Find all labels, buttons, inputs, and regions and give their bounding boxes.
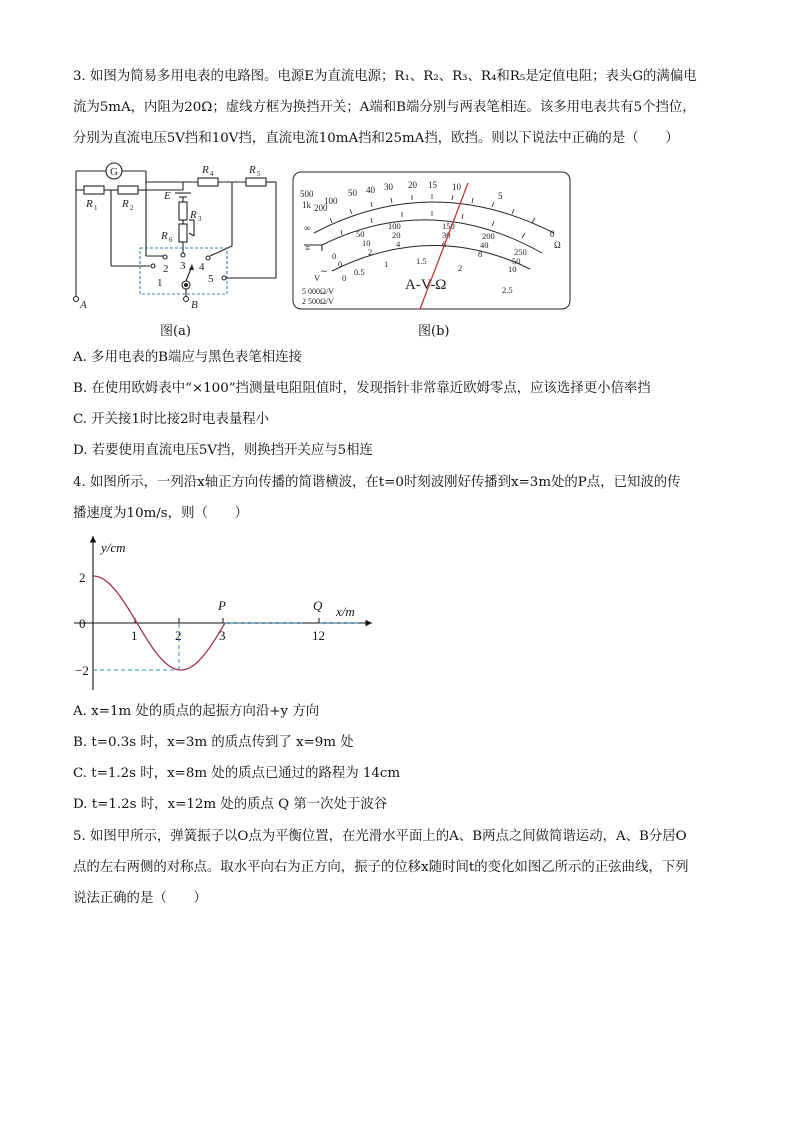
ac-label-1-5: 1.5 xyxy=(416,256,427,266)
wave-graph xyxy=(74,532,384,692)
ohm-label-5: 5 xyxy=(498,191,503,201)
ohm-label-30: 30 xyxy=(384,182,393,192)
r4-sub: 4 xyxy=(210,170,214,178)
ohm-label-0: 0 xyxy=(550,229,555,239)
dc-outer-150: 150 xyxy=(442,221,455,231)
y-axis-label: y/cm xyxy=(101,540,126,555)
r2-label: R xyxy=(122,198,129,210)
dc-inner-8: 8 xyxy=(478,249,483,259)
terminal-5-label: 5 xyxy=(208,273,214,285)
resistor-r3 xyxy=(179,202,187,220)
x-tick-12: 12 xyxy=(312,628,325,643)
q4-stem-line-2: 播速度为10m/s，则（ ） xyxy=(73,506,249,521)
q3-option-a: A. 多用电表的B端应与黑色表笔相连接 xyxy=(73,350,302,365)
r6-sub: 6 xyxy=(169,236,173,244)
dc-ticks xyxy=(341,211,525,238)
terminal-4 xyxy=(206,256,210,260)
infinity-label: ∞ xyxy=(304,223,311,233)
r6-label: R xyxy=(161,230,168,242)
r4-label: R xyxy=(202,164,209,176)
ohm-label-15: 15 xyxy=(428,180,437,190)
ohm-label-200: 200 xyxy=(314,203,328,213)
r3-label: R xyxy=(190,209,197,221)
r2-sub: 2 xyxy=(130,204,134,212)
dc-scale-arc xyxy=(322,220,542,253)
x-tick-1: 1 xyxy=(131,628,138,643)
terminal-2 xyxy=(163,255,167,259)
dc-mid-50: 50 xyxy=(512,256,521,266)
meter-dial xyxy=(292,171,571,311)
ohm-label-50: 50 xyxy=(348,188,357,198)
terminal-a xyxy=(74,297,79,302)
q5-stem-line-1: 5. 如图甲所示，弹簧振子以O点为平衡位置，在光滑水平面上的A、B两点之间做简谐运动，A、B分居O xyxy=(73,829,687,844)
terminal-1 xyxy=(151,264,155,268)
r1-sub: 1 xyxy=(94,204,98,212)
ohm-scale-arc xyxy=(314,202,554,233)
r5-label: R xyxy=(249,164,256,176)
q3-stem-line-3: 分别为直流电压5V挡和10V挡，直流电流10mA挡和25mA挡，欧挡。则以下说法中正确的是（ ） xyxy=(73,131,679,146)
q3-option-d: D. 若要使用直流电压5V挡，则换挡开关应与5相连 xyxy=(73,443,373,458)
ohm-label-20: 20 xyxy=(408,180,417,190)
ohm-label-100: 100 xyxy=(324,196,338,206)
dc-mid-10: 10 xyxy=(362,238,371,248)
q4-stem-line-1: 4. 如图所示，一列沿x轴正方向传播的简谐横波，在t=0时刻波刚好传播到x=3m处的P点，已知波的传 xyxy=(73,475,681,490)
ohm-label-1k: 1k xyxy=(302,200,311,210)
resistor-r5 xyxy=(246,178,266,186)
figure-b-caption: 图(b) xyxy=(418,324,450,339)
resistor-r1 xyxy=(84,186,104,194)
meter-brand: A-V-Ω xyxy=(405,277,447,293)
meter-spec-2: 2 500Ω/V xyxy=(302,297,334,306)
dc-outer-250: 250 xyxy=(514,247,527,257)
dc-inner-10: 10 xyxy=(508,264,517,274)
dc-mid-20: 20 xyxy=(392,230,401,240)
point-p-label: P xyxy=(218,598,226,613)
ac-label-0: 0 xyxy=(342,273,347,283)
r3-sub: 3 xyxy=(198,215,202,223)
dc-inner-2: 2 xyxy=(368,247,373,257)
source-e-label: E xyxy=(164,190,171,202)
rheostat-r6 xyxy=(179,224,187,242)
meter-spec-1: 5 000Ω/V xyxy=(302,287,334,296)
ac-unit-label: V xyxy=(314,273,321,283)
q4-option-a: A. x=1m 处的质点的起振方向沿+y 方向 xyxy=(73,704,320,719)
terminal-1-label: 1 xyxy=(157,277,163,289)
terminal-3 xyxy=(181,253,185,257)
point-q-label: Q xyxy=(313,598,323,613)
dc-inner-6: 6 xyxy=(442,239,447,249)
q3-stem-line-2: 流为5mA，内阻为20Ω；虚线方框为换挡开关；A端和B端分别与两表笔相连。该多用电表共有5个挡位， xyxy=(73,100,696,115)
ohm-label-40: 40 xyxy=(366,185,375,195)
ac-symbol: ∼ xyxy=(320,266,328,276)
dc-mid-30: 30 xyxy=(442,230,451,240)
galvanometer-label: G xyxy=(110,166,118,178)
end-b-label: B xyxy=(191,299,198,311)
dc-outer-200: 200 xyxy=(482,231,495,241)
ac-label-2: 2 xyxy=(458,263,463,273)
q3-option-c: C. 开关接1时比接2时电表量程小 xyxy=(73,412,270,427)
r1-label: R xyxy=(86,198,93,210)
terminal-3-label: 3 xyxy=(180,260,186,272)
dc-symbol: ≡ xyxy=(305,243,311,253)
q3-stem-line-1: 3. 如图为简易多用电表的电路图。电源E为直流电源；R₁、R₂、R₃、R₄和R₅是定值电阻；表头G的满偏电 xyxy=(73,69,697,84)
ohm-unit-label: Ω xyxy=(554,240,561,250)
terminal-2-label: 2 xyxy=(163,263,169,275)
r5-sub: 5 xyxy=(257,170,261,178)
dc-outer-0: 0 xyxy=(332,251,337,261)
dc-mid-0: 0 xyxy=(338,259,343,269)
q5-stem-line-2: 点的左右两侧的对称点。取水平向右为正方向，振子的位移x随时间t的变化如图乙所示的正弦曲线，下列 xyxy=(73,860,689,875)
dc-inner-4: 4 xyxy=(396,239,401,249)
q5-stem-line-3: 说法正确的是（ ） xyxy=(73,891,207,906)
ac-label-0-5: 0.5 xyxy=(354,267,365,277)
terminal-4-label: 4 xyxy=(199,261,205,273)
resistor-r2 xyxy=(118,186,138,194)
x-tick-3: 3 xyxy=(219,628,226,643)
ohm-ticks xyxy=(330,194,535,223)
dc-mid-40: 40 xyxy=(480,240,489,250)
circuit-diagram xyxy=(68,156,290,314)
dc-outer-50: 50 xyxy=(356,229,365,239)
q3-option-b: B. 在使用欧姆表中“×100”挡测量电阻阻值时，发现指针非常靠近欧姆零点，应该选择更小倍率挡 xyxy=(73,381,651,396)
y-tick-0: 0 xyxy=(79,616,86,631)
q4-option-d: D. t=1.2s 时，x=12m 处的质点 Q 第一次处于波谷 xyxy=(73,797,388,812)
end-a-label: A xyxy=(80,299,87,311)
y-tick-2: 2 xyxy=(79,570,86,585)
ac-label-1: 1 xyxy=(384,259,389,269)
resistor-r4 xyxy=(198,178,218,186)
ohm-label-10: 10 xyxy=(452,182,461,192)
figure-a-caption: 图(a) xyxy=(160,324,191,339)
x-axis-label: x/m xyxy=(336,604,355,619)
dc-outer-100: 100 xyxy=(388,221,401,231)
ac-label-2-5: 2.5 xyxy=(502,285,513,295)
y-tick-neg2: −2 xyxy=(75,663,89,678)
x-tick-2: 2 xyxy=(175,628,182,643)
terminal-5 xyxy=(222,276,226,280)
terminal-b xyxy=(184,297,189,302)
q4-option-c: C. t=1.2s 时，x=8m 处的质点已通过的路程为 14cm xyxy=(73,766,401,781)
ohm-label-500: 500 xyxy=(300,189,314,199)
q4-option-b: B. t=0.3s 时，x=3m 的质点传到了 x=9m 处 xyxy=(73,735,354,750)
